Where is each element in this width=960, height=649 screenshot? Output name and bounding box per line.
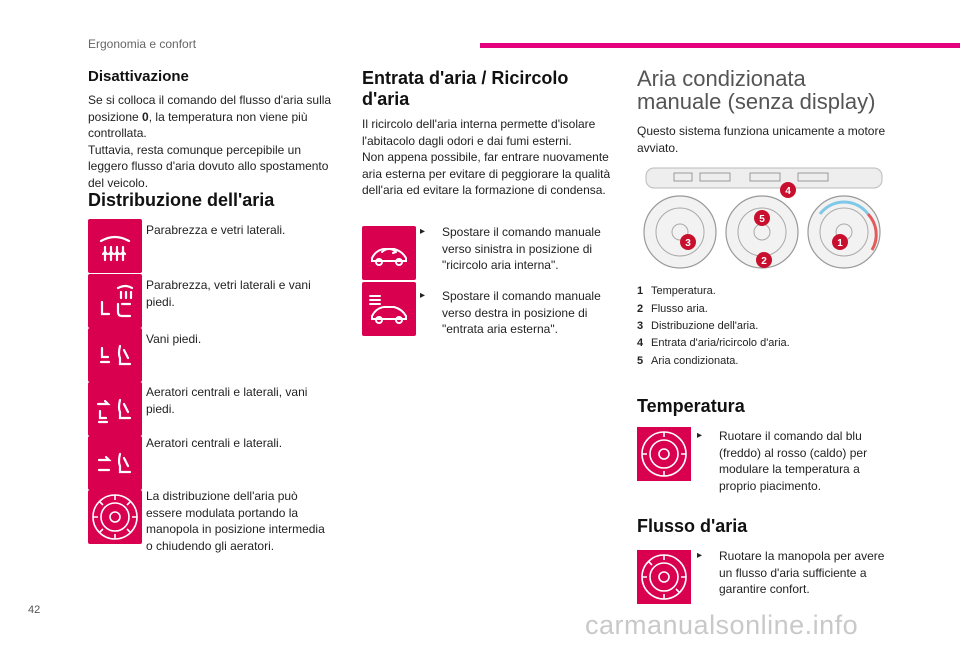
disattivazione-title: Disattivazione	[88, 68, 189, 85]
disattivazione-text: Se si colloca il comando del flusso d'aria sulla posizione 0, la temperatura non viene più controllata. Tuttavia, resta comunque percepibile un leggero flusso d'aria dovuto allo spostamento del veicolo.	[88, 93, 332, 190]
distribution-label-2: Parabrezza, vetri laterali e vani piedi.	[146, 278, 311, 309]
bullet-icon: ▸	[697, 550, 703, 561]
distribution-label-6: La distribuzione dell'aria può essere modulata portando la manopola in posizione intermedia o chiudendo gli aeratori.	[146, 489, 325, 553]
vents-feet-icon	[88, 382, 142, 436]
aria-condizionata-intro: Questo sistema funziona unicamente a motore avviato.	[637, 124, 886, 155]
vents-airflow-icon	[88, 436, 142, 490]
flusso-title: Flusso d'aria	[637, 516, 748, 536]
header-accent-bar	[480, 43, 960, 48]
section-header: Ergonomia e confort	[88, 37, 197, 51]
callout-1-label: 1	[837, 238, 843, 249]
callout-5-label: 5	[759, 214, 765, 225]
distribution-knob-icon	[88, 490, 142, 544]
airflow-knob-icon	[637, 550, 691, 604]
callout-4-label: 4	[785, 186, 791, 197]
callout-2-label: 2	[761, 256, 767, 267]
bullet-icon: ▸	[420, 290, 426, 301]
distribuzione-title: Distribuzione dell'aria	[88, 190, 275, 210]
ricircolo-intro: Il ricircolo dell'aria interna permette d'isolare l'abitacolo dagli odori e dai fumi esterni. Non appena possibile, far entrare nuovamente aria esterna per evitare di peggiorare la qualità dell'aria ed evitare la formazione di condensa.	[362, 117, 611, 197]
distribution-label-1: Parabrezza e vetri laterali.	[146, 223, 286, 237]
legend-item: 2 Flusso aria.	[637, 303, 708, 315]
distribution-label-4: Aeratori centrali e laterali, vani piedi.	[146, 385, 308, 416]
feet-airflow-icon	[88, 328, 142, 382]
legend-item: 1 Temperatura.	[637, 285, 716, 297]
distribution-label-3: Vani piedi.	[146, 332, 202, 346]
recirculation-icon	[362, 226, 416, 280]
bullet-icon: ▸	[697, 430, 703, 441]
ac-control-panel-illustration	[640, 164, 884, 274]
temperature-knob-icon	[637, 427, 691, 481]
temperatura-title: Temperatura	[637, 396, 745, 416]
page-number: 42	[28, 604, 41, 616]
legend-item: 5 Aria condizionata.	[637, 355, 739, 367]
callout-3-label: 3	[685, 238, 691, 249]
ricircolo-title: Entrata d'aria / Ricircolo d'aria	[362, 68, 569, 109]
aria-condizionata-title: Aria condizionata manuale (senza display)	[637, 66, 876, 114]
legend-item: 4 Entrata d'aria/ricircolo d'aria.	[637, 337, 790, 349]
outside-air-icon	[362, 282, 416, 336]
windshield-feet-icon	[88, 274, 142, 328]
watermark: carmanualsonline.info	[585, 610, 859, 640]
bullet-icon: ▸	[420, 226, 426, 237]
legend-item: 3 Distribuzione dell'aria.	[637, 320, 759, 332]
distribution-label-5: Aeratori centrali e laterali.	[146, 436, 283, 450]
windshield-defrost-icon	[88, 219, 142, 273]
